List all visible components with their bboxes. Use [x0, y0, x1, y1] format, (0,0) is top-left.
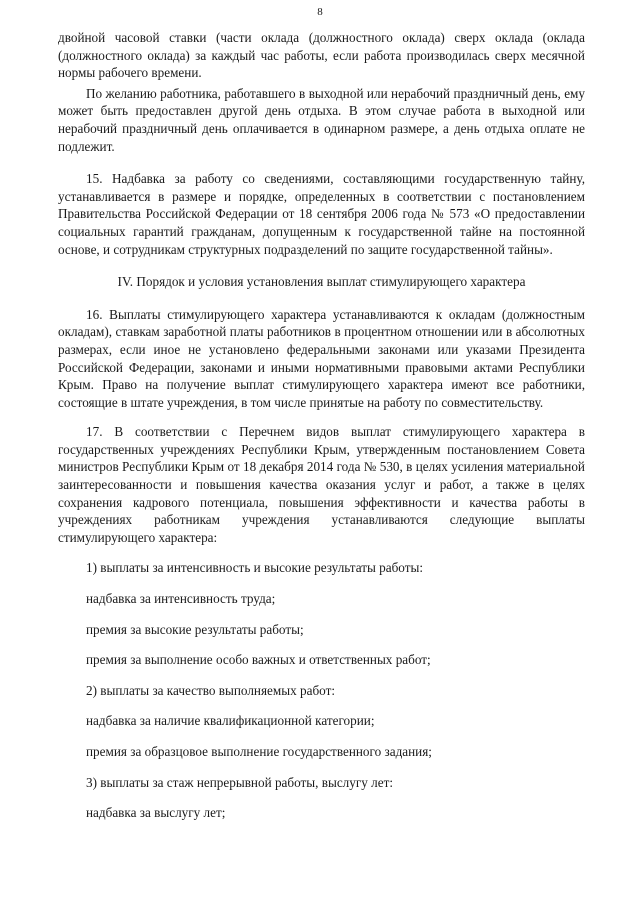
list-item: надбавка за наличие квалификационной категории; [86, 713, 375, 729]
paragraph-15-state-secret: 15. Надбавка за работу со сведениями, составляющими государственную тайну, устанавливается в размере и порядке, определенных в соответствии с постановлением Правительства Российской Федерации от 18 сентября 2006 года № 573 «О предоставлении социальных гарантий гражданам, допущенным к государственной тайне на постоянной основе, и сотрудникам структурных подразделений по защите государственной тайны». [58, 171, 585, 257]
paragraph-day-off: По желанию работника, работавшего в выходной или нерабочий праздничный день, ему может быть предоставлен другой день отдыха. В этом случае работа в выходной или нерабочий праздничный день оплачивается в одинарном размере, а день отдыха оплате не подлежит. [58, 85, 585, 154]
list-item: надбавка за интенсивность труда; [86, 591, 276, 607]
list-item: 2) выплаты за качество выполняемых работ: [86, 682, 336, 698]
paragraph-17-incentive-list-intro: 17. В соответствии с Перечнем видов выплат стимулирующего характера в государственных учреждениях Республики Крым, утвержденным постановлением Совета министров Республики Крым от 18 декабря 2014 года № 530, в целях усиления материальной заинтересованности и повышения качества оказания услуг и работ, а также в целях сохранения кадрового потенциала, повышения эффективности и качества работы в учреждениях работникам учреждения устанавливаются следующие выплаты стимулирующего характера: [58, 424, 585, 545]
list-item: 1) выплаты за интенсивность и высокие результаты работы: [86, 560, 424, 576]
document-body [58, 29, 585, 822]
list-item: премия за выполнение особо важных и ответственных работ; [86, 652, 431, 668]
list-item: надбавка за выслугу лет; [86, 805, 226, 821]
paragraph-16-incentive-payments: 16. Выплаты стимулирующего характера устанавливаются к окладам (должностным окладам), ставкам заработной платы работников в процентном отношении или в абсолютных размерах, если иное не установлено федеральными законами или указами Президента Российской Федерации, законами и иными нормативными правовыми актами Республики Крым. Право на получение выплат стимулирующего характера имеют все работники, состоящие в штате учреждения, в том числе принятые на работу по совместительству. [58, 306, 585, 410]
list-item: 3) выплаты за стаж непрерывной работы, выслугу лет: [86, 774, 394, 790]
page-number: 8 [317, 6, 323, 18]
list-item: премия за высокие результаты работы; [86, 621, 304, 637]
paragraph-continuation: двойной часовой ставки (части оклада (должностного оклада) сверх оклада (оклада (должностного оклада) за каждый час работы, если работа производилась сверх месячной нормы рабочего времени. [58, 30, 585, 81]
section-heading-iv: IV. Порядок и условия установления выплат стимулирующего характера [117, 274, 526, 290]
list-item: премия за образцовое выполнение государственного задания; [86, 744, 432, 759]
